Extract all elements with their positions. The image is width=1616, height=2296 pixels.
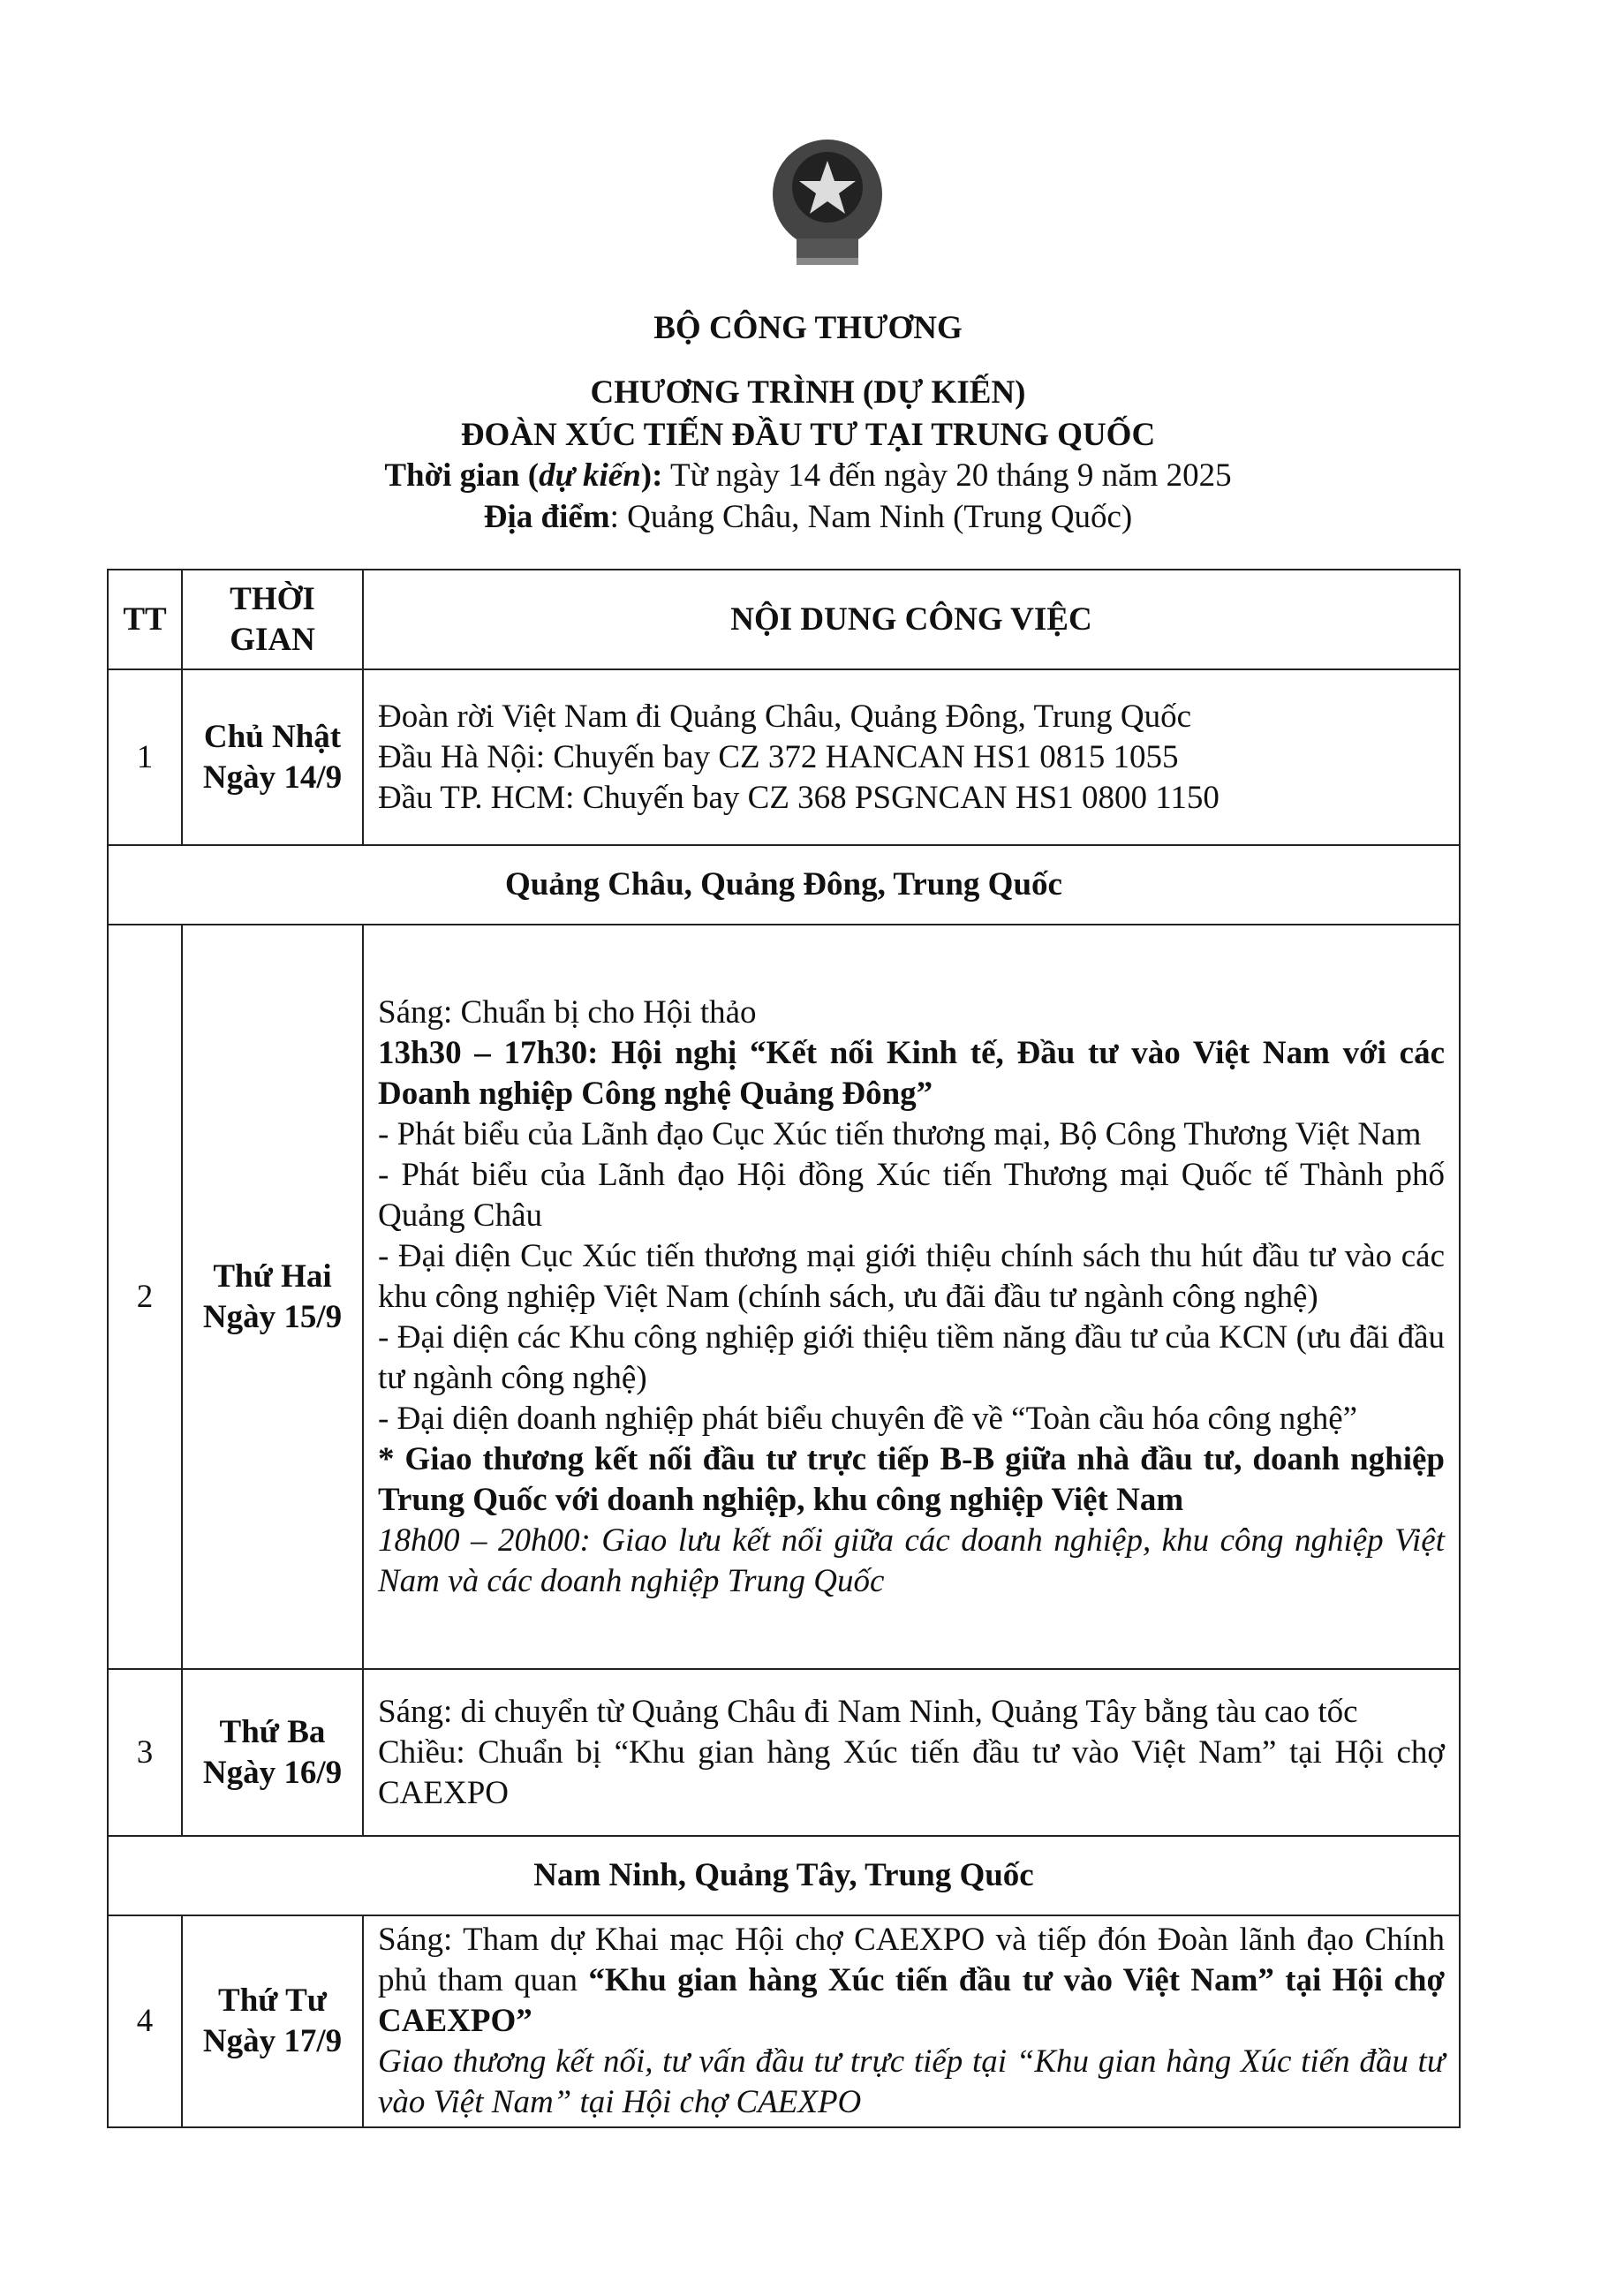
header-tt: TT [108, 570, 182, 669]
section-heading: Quảng Châu, Quảng Đông, Trung Quốc [108, 845, 1460, 925]
table-row [108, 669, 1460, 845]
place-label: Địa điểm [483, 499, 610, 535]
place-value: : Quảng Châu, Nam Ninh (Trung Quốc) [609, 499, 1133, 535]
table-row [108, 925, 1460, 1669]
row-content: Sáng: di chuyển từ Quảng Châu đi Nam Ninh, Quảng Tây bằng tàu cao tốc Chiều: Chuẩn bị “Khu gian hàng Xúc tiến đầu tư vào Việt Nam” tại Hội chợ CAEXPO [363, 1669, 1460, 1836]
table-row [108, 1669, 1460, 1836]
section-row [108, 845, 1460, 925]
table-row [108, 1915, 1460, 2127]
row-number: 1 [108, 669, 182, 845]
row-date: Thứ Ba Ngày 16/9 [182, 1669, 363, 1836]
row-number: 3 [108, 1669, 182, 1836]
row-number: 4 [108, 1915, 182, 2127]
row-date: Thứ Hai Ngày 15/9 [182, 925, 363, 1669]
ministry-name: BỘ CÔNG THƯƠNG [653, 310, 963, 346]
row-content: Sáng: Chuẩn bị cho Hội thảo 13h30 – 17h30: Hội nghị “Kết nối Kinh tế, Đầu tư vào Việt Nam với các Doanh nghiệp Công nghệ Quảng Đông” - Phát biểu của Lãnh đạo Cục Xúc tiến thương mại, Bộ Công Thương Việt Nam - Phát biểu của Lãnh đạo Hội đồng Xúc tiến Thương mại Quốc tế Thành phố Quảng Châu - Đại diện Cục Xúc tiến thương mại giới thiệu chính sách thu hút đầu tư vào các khu công nghiệp Việt Nam (chính sách, ưu đãi đầu tư ngành công nghệ) - Đại diện các Khu công nghiệp giới thiệu tiềm năng đầu tư của KCN (ưu đãi đầu tư ngành công nghệ) - Đại diện doanh nghiệp phát biểu chuyên đề về “Toàn cầu hóa công nghệ” * Giao thương kết nối đầu tư trực tiếp B-B giữa nhà đầu tư, doanh nghiệp Trung Quốc với doanh nghiệp, khu công nghiệp Việt Nam 18h00 – 20h00: Giao lưu kết nối giữa các doanh nghiệp, khu công nghiệp Việt Nam và các doanh nghiệp Trung Quốc [363, 925, 1460, 1669]
row-date: Chủ Nhật Ngày 14/9 [182, 669, 363, 845]
time-line [0, 456, 1616, 496]
table-header-row [108, 570, 1460, 669]
header-content: NỘI DUNG CÔNG VIỆC [363, 570, 1460, 669]
row-number: 2 [108, 925, 182, 1669]
time-label: Thời gian (dự kiến): [384, 457, 663, 494]
time-value: Từ ngày 14 đến ngày 20 tháng 9 năm 2025 [662, 457, 1232, 494]
section-row [108, 1836, 1460, 1915]
section-heading: Nam Ninh, Quảng Tây, Trung Quốc [108, 1836, 1460, 1915]
header-time: THỜI GIAN [182, 570, 363, 669]
row-date: Thứ Tư Ngày 17/9 [182, 1915, 363, 2127]
national-emblem [761, 132, 894, 274]
row-content: Sáng: Tham dự Khai mạc Hội chợ CAEXPO và tiếp đón Đoàn lãnh đạo Chính phủ tham quan “Khu gian hàng Xúc tiến đầu tư vào Việt Nam” tại Hội chợ CAEXPO” Giao thương kết nối, tư vấn đầu tư trực tiếp tại “Khu gian hàng Xúc tiến đầu tư vào Việt Nam” tại Hội chợ CAEXPO [363, 1915, 1460, 2127]
schedule-table [107, 569, 1461, 2128]
document-subtitle: ĐOÀN XÚC TIẾN ĐẦU TƯ TẠI TRUNG QUỐC [460, 417, 1156, 453]
row-content: Đoàn rời Việt Nam đi Quảng Châu, Quảng Đông, Trung Quốc Đầu Hà Nội: Chuyến bay CZ 372 HANCAN HS1 0815 1055 Đầu TP. HCM: Chuyến bay CZ 368 PSGNCAN HS1 0800 1150 [363, 669, 1460, 845]
document-title: CHƯƠNG TRÌNH (DỰ KIẾN) [590, 374, 1026, 411]
place-line [0, 497, 1616, 538]
